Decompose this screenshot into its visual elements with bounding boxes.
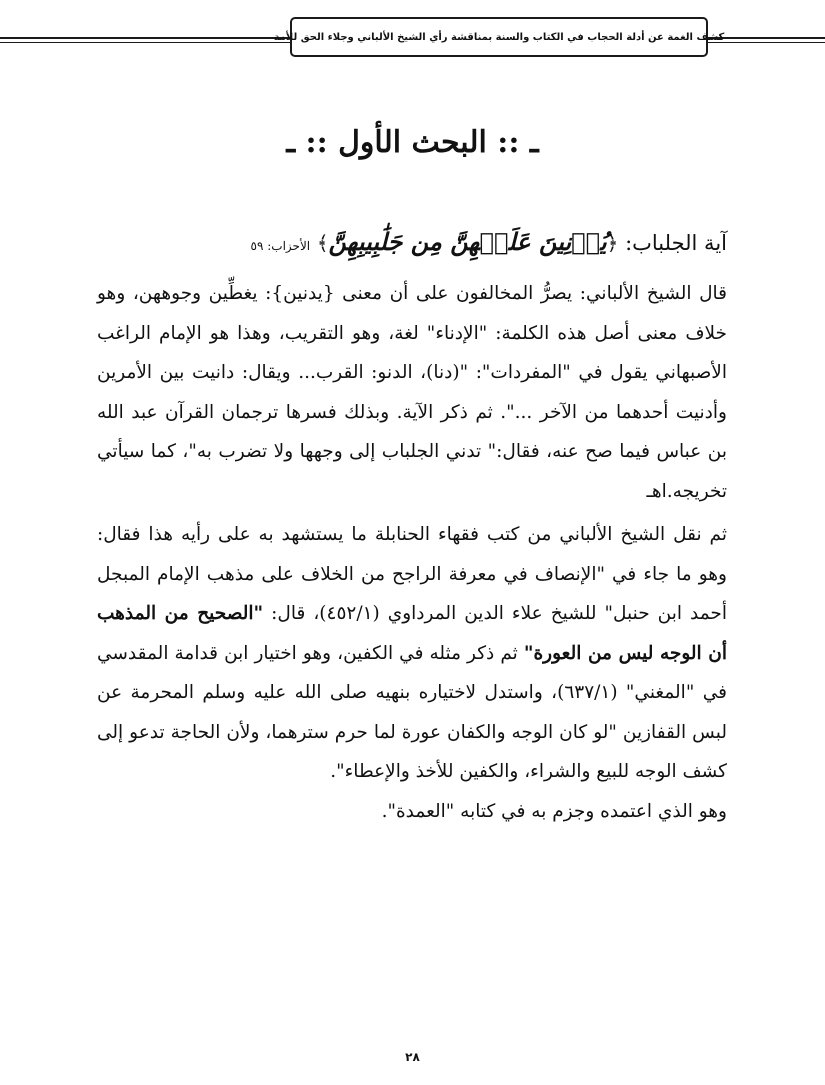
paragraph-3: وهو الذي اعتمده وجزم به في كتابه "العمدة". [381,800,727,822]
section-title: ـ :: البحث الأول :: ـ [286,125,539,160]
verse-reference: الأحزاب: ٥٩ [250,239,311,253]
paragraph-2-part-a: ثم نقل الشيخ الألباني من كتب فقهاء الحنابلة ما يستشهد به على رأيه هذا فقال: وهو ما جاء في "الإنصاف في معرفة الراجح من الخلاف على مذهب الإمام المبجل أحمد ابن حنبل" للشيخ علاء الدين المرداوي (٤٥٢/١)، قال: [97,524,727,624]
paragraph-2-bold-quote: "الصحيح من المذهب أن الوجه ليس من العورة" [97,603,727,664]
ornament-open-icon: ﴿ [606,231,619,255]
paragraph-1: قال الشيخ الألباني: يصرُّ المخالفون على أن معنى {يدنين}: يغطِّين وجوههن، وهو خلاف معنى أصل هذه الكلمة: "الإدناء" لغة، وهو التقريب، وهذا هو الإمام الراغب الأصبهاني يقول في "المفردات": "(دنا)، الدنو: القرب... ويقال: دانيت بين الأمرين وأدنيت أحدهما من الآخر ...". ثم ذكر الآية. وبذلك فسرها ترجمان القرآن عبد الله بن عباس فيما صح عنه، فقال:" تدني الجلباب إلى وجهها ولا تضرب به"، كما سيأتي تخريجه.اهـ [97,283,727,502]
body-text [97,274,727,831]
verse-prefix: آية الجلباب: [625,231,727,255]
page-number: ٢٨ [405,1050,420,1064]
ornament-close-icon: ﴾ [316,231,329,255]
quran-verse-text: يُدۡنِينَ عَلَيۡهِنَّ مِن جَلَٰبِيبِهِنَّ [328,227,607,256]
running-title: كشف الغمة عن أدلة الحجاب في الكتاب والسنة بمناقشة رأي الشيخ الألباني وجلاء الحق للأمة [273,31,725,43]
paragraph-2-part-b: ثم ذكر مثله في الكفين، وهو اختيار ابن قدامة المقدسي في "المغني" (٦٣٧/١)، واستدل لاختياره بنهيه صلى الله عليه وسلم المحرمة عن لبس القفازين "لو كان الوجه والكفان عورة لما حرم سترهما، ولأن الحاجة تدعو إلى كشف الوجه للبيع والشراء، والكفين للأخذ والإعطاء". [97,642,727,782]
paragraph-2 [97,515,727,792]
running-header [273,17,725,57]
verse-line [87,220,727,268]
